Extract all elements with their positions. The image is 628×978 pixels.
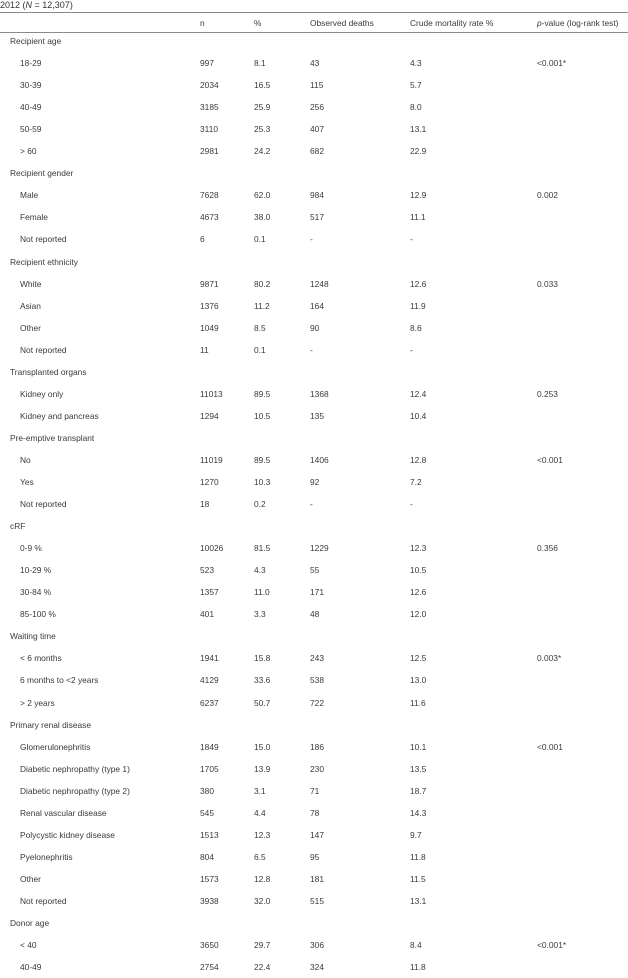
row-label: Kidney and pancreas: [20, 410, 99, 421]
cell-observed-deaths: -: [310, 499, 313, 510]
cell-p-value: <0.001*: [537, 58, 567, 69]
caption-n-value: = 12,307): [32, 0, 73, 10]
row-label: 40-49: [20, 102, 42, 113]
row-label: 10-29 %: [20, 565, 52, 576]
cell-percent: 4.3: [254, 565, 266, 576]
row-label: Renal vascular disease: [20, 807, 107, 818]
table-caption: [0, 0, 73, 12]
cell-observed-deaths: 135: [310, 410, 324, 421]
table-row: [0, 802, 628, 824]
cell-observed-deaths: -: [310, 234, 313, 245]
cell-percent: 11.2: [254, 300, 270, 311]
cell-observed-deaths: 1229: [310, 543, 329, 554]
caption-n-label: N: [25, 0, 33, 10]
cell-observed-deaths: 517: [310, 212, 324, 223]
cell-percent: 16.5: [254, 80, 271, 91]
cell-observed-deaths: 78: [310, 807, 320, 818]
cell-n: 4673: [200, 212, 219, 223]
cell-percent: 15.0: [254, 741, 271, 752]
cell-n: 11013: [200, 388, 223, 399]
cell-observed-deaths: 243: [310, 653, 324, 664]
row-label: Not reported: [20, 344, 67, 355]
group-label: Recipient gender: [10, 168, 74, 179]
cell-n: 1357: [200, 587, 219, 598]
cell-crude-mortality-rate: 10.4: [410, 410, 427, 421]
table-row: [0, 559, 628, 581]
cell-crude-mortality-rate: 11.9: [410, 300, 426, 311]
cell-observed-deaths: 164: [310, 300, 324, 311]
group-label: Transplanted organs: [10, 366, 87, 377]
cell-n: 3185: [200, 102, 219, 113]
header-crude-mortality-rate: Crude mortality rate %: [410, 18, 494, 28]
table-row: [0, 184, 628, 206]
row-label: Pyelonephritis: [20, 851, 73, 862]
table-row: [0, 581, 628, 603]
row-label: 0-9 %: [20, 543, 42, 554]
header-percent: %: [254, 18, 262, 28]
table-row: [0, 647, 628, 669]
cell-crude-mortality-rate: 13.5: [410, 763, 427, 774]
cell-crude-mortality-rate: 22.9: [410, 146, 427, 157]
cell-n: 3110: [200, 124, 219, 135]
cell-percent: 8.1: [254, 58, 266, 69]
cell-p-value: 0.033: [537, 278, 558, 289]
cell-n: 2754: [200, 962, 219, 973]
cell-observed-deaths: 538: [310, 675, 324, 686]
table-row: [0, 824, 628, 846]
cell-observed-deaths: 48: [310, 609, 320, 620]
cell-crude-mortality-rate: 13.0: [410, 675, 427, 686]
table-row: [0, 934, 628, 956]
table-row: [0, 471, 628, 493]
cell-n: 1849: [200, 741, 219, 752]
cell-percent: 38.0: [254, 212, 271, 223]
table-row: [0, 118, 628, 140]
cell-percent: 89.5: [254, 388, 271, 399]
cell-n: 1705: [200, 763, 219, 774]
table-row: [0, 206, 628, 228]
cell-p-value: 0.356: [537, 543, 558, 554]
row-label: > 2 years: [20, 697, 55, 708]
cell-observed-deaths: 95: [310, 851, 320, 862]
cell-n: 6237: [200, 697, 219, 708]
cell-crude-mortality-rate: 9.7: [410, 829, 422, 840]
table-row: [0, 74, 628, 96]
cell-crude-mortality-rate: 4.3: [410, 58, 422, 69]
table-row: [0, 868, 628, 890]
cell-crude-mortality-rate: 11.8: [410, 851, 426, 862]
cell-n: 9871: [200, 278, 219, 289]
cell-percent: 3.1: [254, 785, 266, 796]
cell-p-value: <0.001*: [537, 940, 567, 951]
cell-n: 1294: [200, 410, 219, 421]
group-label: Primary renal disease: [10, 719, 91, 730]
cell-crude-mortality-rate: -: [410, 344, 413, 355]
cell-observed-deaths: 407: [310, 124, 324, 135]
cell-percent: 81.5: [254, 543, 271, 554]
table-row: [0, 603, 628, 625]
cell-percent: 32.0: [254, 895, 271, 906]
group-label: cRF: [10, 521, 26, 532]
cell-percent: 10.5: [254, 410, 271, 421]
group-header-row: [0, 714, 628, 736]
cell-percent: 25.9: [254, 102, 271, 113]
cell-observed-deaths: 43: [310, 58, 320, 69]
cell-observed-deaths: 55: [310, 565, 320, 576]
row-label: Diabetic nephropathy (type 2): [20, 785, 130, 796]
row-label: Kidney only: [20, 388, 64, 399]
cell-percent: 10.3: [254, 477, 271, 487]
table-row: [0, 273, 628, 295]
row-label: Diabetic nephropathy (type 1): [20, 763, 130, 774]
table-row: [0, 780, 628, 802]
cell-percent: 12.3: [254, 829, 271, 840]
group-label: Pre-emptive transplant: [10, 432, 95, 443]
table-row: [0, 692, 628, 714]
cell-observed-deaths: 186: [310, 741, 324, 752]
table-row: [0, 405, 628, 427]
row-label: 30-84 %: [20, 587, 52, 598]
cell-percent: 8.5: [254, 322, 266, 333]
row-label: Other: [20, 322, 41, 333]
cell-crude-mortality-rate: 8.4: [410, 940, 422, 951]
cell-crude-mortality-rate: 12.6: [410, 278, 427, 289]
cell-observed-deaths: 1406: [310, 454, 329, 465]
cell-observed-deaths: 230: [310, 763, 324, 774]
header-p-italic: p: [537, 18, 542, 28]
cell-crude-mortality-rate: 12.5: [410, 653, 427, 664]
cell-observed-deaths: -: [310, 344, 313, 355]
group-header-row: [0, 251, 628, 273]
row-label: < 40: [20, 940, 37, 951]
group-label: Waiting time: [10, 631, 56, 642]
cell-percent: 22.4: [254, 962, 271, 973]
table-row: [0, 295, 628, 317]
cell-n: 1376: [200, 300, 219, 311]
cell-crude-mortality-rate: 12.9: [410, 190, 427, 201]
cell-n: 3650: [200, 940, 219, 951]
cell-crude-mortality-rate: 12.4: [410, 388, 427, 399]
cell-p-value: <0.001: [537, 454, 563, 465]
group-header-row: [0, 162, 628, 184]
table-row: [0, 736, 628, 758]
cell-crude-mortality-rate: 13.1: [410, 124, 427, 135]
cell-percent: 24.2: [254, 146, 271, 157]
cell-observed-deaths: 171: [310, 587, 324, 598]
row-label: Not reported: [20, 234, 67, 245]
cell-n: 545: [200, 807, 214, 818]
row-label: 85-100 %: [20, 609, 56, 620]
row-label: 40-49: [20, 962, 42, 973]
cell-observed-deaths: 722: [310, 697, 324, 708]
group-label: Recipient ethnicity: [10, 256, 78, 267]
cell-n: 523: [200, 565, 214, 576]
cell-crude-mortality-rate: 7.2: [410, 477, 422, 487]
cell-observed-deaths: 181: [310, 873, 324, 884]
cell-crude-mortality-rate: 11.6: [410, 697, 426, 708]
table-row: [0, 317, 628, 339]
cell-n: 1573: [200, 873, 219, 884]
cell-p-value: 0.002: [537, 190, 558, 201]
row-label: 18-29: [20, 58, 42, 69]
cell-crude-mortality-rate: 11.5: [410, 873, 426, 884]
cell-crude-mortality-rate: -: [410, 499, 413, 510]
table-row: [0, 537, 628, 559]
cell-observed-deaths: 90: [310, 322, 320, 333]
cell-percent: 62.0: [254, 190, 271, 201]
cell-crude-mortality-rate: 12.0: [410, 609, 427, 620]
group-header-row: [0, 30, 628, 52]
cell-percent: 0.2: [254, 499, 266, 510]
cell-p-value: 0.253: [537, 388, 558, 399]
group-header-row: [0, 427, 628, 449]
row-label: Polycystic kidney disease: [20, 829, 115, 840]
group-header-row: [0, 912, 628, 934]
cell-crude-mortality-rate: 13.1: [410, 895, 427, 906]
cell-n: 11019: [200, 454, 223, 465]
cell-n: 10026: [200, 543, 224, 554]
cell-percent: 25.3: [254, 124, 271, 135]
cell-crude-mortality-rate: 8.0: [410, 102, 422, 113]
group-label: Donor age: [10, 918, 50, 928]
cell-n: 2981: [200, 146, 219, 157]
cell-observed-deaths: 1368: [310, 388, 329, 399]
header-observed-deaths: Observed deaths: [310, 18, 374, 28]
cell-observed-deaths: 324: [310, 962, 324, 973]
row-label: Male: [20, 190, 39, 201]
cell-observed-deaths: 306: [310, 940, 324, 951]
caption-prefix: 2012 (: [0, 0, 26, 10]
cell-percent: 4.4: [254, 807, 266, 818]
table-row: [0, 339, 628, 361]
cell-observed-deaths: 515: [310, 895, 324, 906]
row-label: White: [20, 278, 42, 289]
cell-n: 7628: [200, 190, 219, 201]
cell-p-value: <0.001: [537, 741, 563, 752]
cell-percent: 29.7: [254, 940, 271, 951]
cell-percent: 80.2: [254, 278, 271, 289]
cell-observed-deaths: 682: [310, 146, 324, 157]
table-row: [0, 52, 628, 74]
cell-n: 4129: [200, 675, 219, 686]
table-row: [0, 890, 628, 912]
cell-observed-deaths: 984: [310, 190, 324, 201]
cell-n: 18: [200, 499, 210, 510]
cell-crude-mortality-rate: 12.3: [410, 543, 427, 554]
cell-crude-mortality-rate: 14.3: [410, 807, 427, 818]
table-row: [0, 669, 628, 691]
cell-n: 1049: [200, 322, 219, 333]
header-p-rest: -value (log-rank test): [541, 18, 619, 28]
table-row: [0, 846, 628, 868]
cell-n: 6: [200, 234, 205, 245]
group-header-row: [0, 515, 628, 537]
cell-percent: 50.7: [254, 697, 271, 708]
cell-crude-mortality-rate: 10.1: [410, 741, 427, 752]
row-label: Not reported: [20, 499, 67, 510]
cell-percent: 33.6: [254, 675, 271, 686]
table-row: [0, 96, 628, 118]
cell-observed-deaths: 115: [310, 80, 324, 91]
row-label: No: [20, 454, 31, 465]
cell-observed-deaths: 147: [310, 829, 324, 840]
row-label: Other: [20, 873, 41, 884]
cell-n: 2034: [200, 80, 219, 91]
cell-crude-mortality-rate: 11.8: [410, 962, 426, 973]
cell-p-value: 0.003*: [537, 653, 562, 664]
cell-observed-deaths: 71: [310, 785, 320, 796]
cell-percent: 13.9: [254, 763, 271, 774]
cell-n: 1270: [200, 477, 219, 487]
cell-n: 380: [200, 785, 214, 796]
row-label: Yes: [20, 477, 34, 487]
table-row: [0, 758, 628, 780]
cell-n: 3938: [200, 895, 219, 906]
cell-n: 1941: [200, 653, 219, 664]
cell-n: 997: [200, 58, 214, 69]
row-label: 30-39: [20, 80, 42, 91]
table-row: [0, 493, 628, 515]
cell-percent: 11.0: [254, 587, 270, 598]
row-label: 50-59: [20, 124, 42, 135]
row-label: Female: [20, 212, 48, 223]
cell-crude-mortality-rate: 10.5: [410, 565, 427, 576]
cell-observed-deaths: 1248: [310, 278, 329, 289]
table-row: [0, 140, 628, 162]
header-n: n: [200, 18, 205, 28]
cell-percent: 15.8: [254, 653, 271, 664]
group-header-row: [0, 361, 628, 383]
table-row: [0, 956, 628, 978]
cell-percent: 0.1: [254, 234, 266, 245]
cell-crude-mortality-rate: 5.7: [410, 80, 422, 91]
cell-observed-deaths: 256: [310, 102, 324, 113]
row-label: Not reported: [20, 895, 67, 906]
cell-percent: 0.1: [254, 344, 266, 355]
cell-percent: 3.3: [254, 609, 266, 620]
cell-n: 401: [200, 609, 214, 620]
cell-crude-mortality-rate: 8.6: [410, 322, 422, 333]
cell-n: 11: [200, 344, 209, 355]
cell-percent: 6.5: [254, 851, 266, 862]
row-label: < 6 months: [20, 653, 62, 664]
cell-n: 804: [200, 851, 214, 862]
cell-n: 1513: [200, 829, 219, 840]
row-label: Asian: [20, 300, 41, 311]
row-label: 6 months to <2 years: [20, 675, 99, 686]
row-label: > 60: [20, 146, 37, 157]
cell-observed-deaths: 92: [310, 477, 320, 487]
cell-crude-mortality-rate: 18.7: [410, 785, 427, 796]
table-row: [0, 449, 628, 471]
cell-percent: 89.5: [254, 454, 271, 465]
group-label: Recipient age: [10, 36, 62, 46]
cell-crude-mortality-rate: 12.6: [410, 587, 427, 598]
cell-crude-mortality-rate: 12.8: [410, 454, 427, 465]
row-label: Glomerulonephritis: [20, 741, 91, 752]
cell-crude-mortality-rate: 11.1: [410, 212, 426, 223]
table-row: [0, 383, 628, 405]
cell-percent: 12.8: [254, 873, 271, 884]
table-row: [0, 228, 628, 250]
cell-crude-mortality-rate: -: [410, 234, 413, 245]
group-header-row: [0, 625, 628, 647]
